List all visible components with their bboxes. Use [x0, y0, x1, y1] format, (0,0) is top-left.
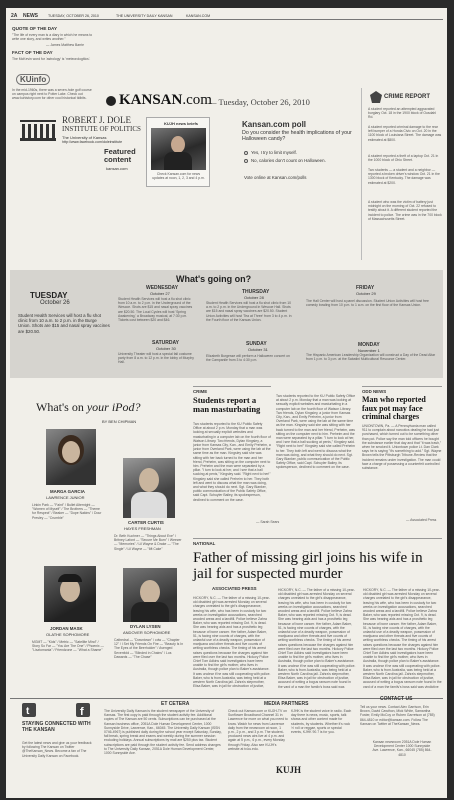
event-day-wednesday: WEDNESDAY: [146, 285, 179, 291]
event-text-tuesday: Student Health Services will host a flu shot clinic from 10 a.m. to 2 p.m. in the Burge Union. Shots are $15 and nasal spray vaccines are $20.50.: [18, 313, 110, 334]
shirt: [131, 602, 169, 622]
footer-rule: [10, 698, 443, 699]
crime-story-continued: Two students reported to the KU Public Safety Office at about 2 p.m. Monday that a man was looking at sexually explicit websites and masturbating in a computer lab on the fourth floor of Watson Library. Two friends, Dylan Kingsley, a junior from Kansas City, Kan., and Emily Preheim, a junior from Overland Park, were using the lab at the same time as the man. Kingsley said she was sitting with her back turned to the man and her friend, Preheim, was sitting on the computer next to him. Preheim and the man were separated by a pillar. "I turn to look at her, and I see that a ball sucking at penis," Kingsley said. "Right next to her!" Kingsley said she called Preheim to her. They both left and went to discuss what the man was doing, and what they should do next. Sgt. Gary Blanker, public communication of the Public Safety Office, said Capt. Schuyler Bailey, its spokesperson, declined to comment on the case.: [276, 394, 356, 470]
person-name: JORDAN MASK: [50, 626, 83, 631]
face: [62, 441, 80, 463]
crime-report-item: A student who was the victim of battery just midnight on the morning of Oct. 22 refused to testify about it. A different student reported the incident to police. The crime was in the 700 block of Massachusetts Street.: [368, 200, 442, 221]
media-title: MEDIA PARTNERS: [264, 701, 309, 707]
event-date-saturday: October 30: [156, 346, 176, 351]
media-text: Check out Kansan.com or KUJH-TV on Sunflower Broadband Channel 31 in Lawrence for more on what you need to know. Watch for news from Lawrence daily from the newsroom at noon, 1 p.m., 2 p.m., and 3 p.m. The student-produced news airs live at 4 p.m. and again at 5 p.m., 6 p.m., every Monday through Friday. Also see KUJH's website at tv.ku.edu.: [228, 709, 288, 751]
event-text-thursday: Student Health Services will host a flu shot clinic from 10 a.m. to 2 p.m. in the Underground in Wescoe Hall. Shots are $15 and nasal spray vaccines are $20.50. Student Union Activities will host 'Tea at Three' from 3 to 4 p.m. in the Fourth floor of the Kansas Union.: [206, 301, 292, 322]
face: [140, 580, 160, 604]
crime-story-rule: [193, 386, 271, 387]
fact-text: The McKevin word for 'astrology' is 'meteorologitics'.: [12, 57, 91, 61]
event-day-sunday: SUNDAY: [246, 341, 267, 347]
section-label: NEWS: [23, 13, 38, 19]
kjhk-text: KJHK is the student voice in radio. Each day there is news, music, sports, talk shows and other content made for students, by students. Whether it's rock 'n' roll or reggae, sports or special events, KJHK 90.7 is for you.: [291, 709, 352, 735]
kansan-brand-text: KANSAN: [119, 92, 183, 108]
person-name: CARTER CURTIS: [128, 520, 164, 525]
contact-title: CONTACT US: [380, 696, 413, 702]
portrait-marga-garcia: [46, 429, 96, 485]
crime-report-item: A student reported an attempted aggravated burglary Oct. 18 in the 1900 block of Ousdahl Rd.: [368, 107, 437, 120]
poll-title: Kansan.com poll: [242, 120, 307, 129]
poll-yes-radio[interactable]: [244, 151, 248, 155]
etc-title: ET CETERA: [161, 701, 190, 707]
event-date-thursday: October 28: [244, 295, 264, 300]
poll-yes-label: Yes, I try to limit myself.: [251, 150, 297, 155]
kuinfo-logo: KUinfo: [16, 74, 50, 85]
kansan-brand-suffix: .com: [182, 92, 212, 108]
ipod-byline: BY BEN CHIPMAN: [102, 419, 137, 424]
dole-institute-logo-icon: [18, 116, 58, 142]
badge-icon: [370, 91, 382, 103]
dole-name: ROBERT J. DOLE: [62, 115, 132, 125]
event-date-tuesday: October 26: [40, 300, 70, 306]
poll-no-label: No, calories don't count on Halloween.: [251, 158, 326, 163]
fact-title: FACT OF THE DAY: [12, 50, 53, 55]
odd-news-body: UNIONTOWN, Pa. — A Pennsylvania man called 911 to complain about narcotics dealing he had just purchased, which turned out to be something other than pot. Police say the man told officers he bought the substance earlier that day and that "it was trash," when he smoked it. Uniontown police Lt. Dan Clark says he is saying "it's something to add." Sgt. Wayne Brown tells the Pittsburgh Tribune-Review that the incident remains under investigation. The man could face a charge of possessing a counterfeit controlled substance.: [362, 424, 442, 471]
event-text-friday: The Hall Center will host a panel discussion. Student Union Activities will host free comedy bowling from 10 p.m. to 1 a.m. on the first floor of the Kansas Union.: [306, 299, 429, 308]
crime-report-title: CRIME REPORT: [384, 94, 431, 100]
national-headline: Father of missing girl joins his wife in jail for suspected murder: [193, 550, 423, 582]
site-name: KANSAN.COM: [186, 14, 211, 18]
social-text: Get the latest news and give us your feedback by following The Kansan on Twitter @TheKansan_News. Become a fan of The University Daily Kansan on Facebook.: [22, 741, 92, 758]
masthead-date: — Tuesday, October 26, 2010: [208, 97, 310, 107]
odd-news-label: ODD NEWS: [362, 389, 387, 394]
person-songs: MGMT — "Kids" / Metric — "Satellite Mind" / Story So Far — "You Are The One" / Phoenix — "Lisztomania" / Friendzone — "What a Shame": [32, 640, 104, 653]
poll-cta[interactable]: Vote online at Kansan.com/polls: [244, 175, 307, 180]
odd-news-rule: [362, 386, 442, 387]
person-role: LAWRENCE JUNIOR: [46, 495, 85, 500]
anchor-body: [164, 152, 192, 170]
crime-report-divider: [361, 88, 362, 260]
national-rule: [193, 538, 442, 539]
svg-text:t: t: [26, 706, 30, 717]
video-caption: Check Kansan.com for news updates at noon, 1, 2, 3 and 4 p.m.: [152, 172, 205, 181]
odd-news-byline: — Associated Press: [406, 518, 437, 522]
ipod-title: [36, 400, 141, 415]
national-body-col3: HICKORY, N.C. — The father of a missing 10-year-old disabled girl was arrested Monday on several charges unrelated to the girl's disappearance, leaving his wife, who has been in custody for two weeks on investigation accusations, searched wooded areas and a landfill. Police believe Zahra Baker, who was reported missing Oct. 9, is dead. She was hearing aids and has a prosthetic leg because of bone cancer. Her father, Adam Baker, 51, is facing nine counts of charges, with the unlawful use of a deadly weapon, possession of marijuana and other threats and five counts of writing worthless checks. The timing of his arrest raises questions because the charges against him were filed over the last two months. Hickory Police Chief Tom Adkins said investigators have been unable to find the girl's mother, who lives in Australia, though police plan to Baker's assistance. It was unclear if he was still cooperating with police. Baker, who is from Australia, was being held at a western North Carolina jail. Zahra's stepmother, Elisa Baker, was in jail for obstruction of justice, accused of writing a bogus ransom note found in the yard of a man the family's boss said was vindictive: [363, 588, 442, 688]
newspaper-page: [6, 8, 447, 798]
kujh-logo: KUJH: [276, 765, 302, 775]
events-title: What's going on?: [176, 274, 252, 284]
person-role: OLATHE SOPHOMORE: [46, 632, 90, 637]
event-text-monday: The Hispanic American Leadership Organization will construct a Day of the Dead Altar from 1 p.m. to 3 p.m. at the Sabatini Multicultural Resource Center.: [306, 353, 436, 362]
crime-story-headline: Students report a man masturbating: [193, 395, 261, 414]
portrait-dylan-lysen: [123, 568, 177, 622]
ipod-title-main: What's on: [36, 400, 84, 414]
crime-story-label: CRIME: [193, 389, 208, 394]
header-rule: [10, 19, 443, 20]
crime-story-body: Two students reported to the KU Public Safety Office at about 2 p.m. Monday that a man was looking at sexually explicit websites and masturbating in a computer lab on the fourth floor of Watson Library. Two friends, Dylan Kingsley, a junior from Kansas City, Kan., and Emily Preheim, a junior from Overland Park, were using the lab at the same time as the man. Kingsley said she was sitting with her back turned to the man and her friend, Preheim, was sitting on the computer next to him. Preheim and the man were separated by a pillar. "I turn to look at her, and I see that a ball sucking at penis," Kingsley said. "Right next to her!" Kingsley said she called Preheim to her. They both left and went to discuss what the man was doing, and what they should do next. Sgt. Gary Blanker, public communication of the Public Safety Office, said Capt. Schuyler Bailey, its spokesperson, declined to comment on the case.: [193, 422, 271, 502]
person-role: HAYES FRESHMAN: [124, 526, 161, 531]
shirt: [131, 492, 167, 518]
crime-story-byline: — Sarah Sears: [256, 520, 280, 524]
facebook-icon[interactable]: [76, 703, 90, 717]
quote-attrib: — James Matthew Barrie: [46, 43, 85, 47]
kujh-label: KUJH news briefs: [164, 121, 199, 126]
event-day-saturday: SATURDAY: [152, 340, 179, 346]
page-number: 2A: [11, 13, 18, 19]
crime-report-item: Two students — a student and a neighbor — reported a broken driver's window Oct. 21 in the 1300 block of Kentucky. The damage was estimated at $200.: [368, 168, 440, 185]
contact-text: Tell us your news. Contact Alex Garrison, Erin Brown, David Cawthon, Mick White, Samantha Foster, Emily McCoy or Ruben Garretson at (785) 864-4810 or editor@kansan.com. Follow The Kansan on Twitter at TheKansan_News.: [360, 705, 435, 726]
event-text-sunday: Elizabeth Burgesse will perform a Halloween concert on the Campanile from 3 to 4:30 p.m.: [206, 354, 290, 363]
event-day-monday: MONDAY: [358, 342, 380, 348]
paper-name: THE UNIVERSITY DAILY KANSAN: [116, 14, 173, 18]
face: [139, 468, 159, 492]
event-date-sunday: October 31: [248, 347, 268, 352]
social-title: STAYING CONNECTED WITH THE KANSAN: [22, 721, 91, 733]
dole-institute: INSTITUTE OF POLITICS: [62, 125, 141, 133]
quote-title: QUOTE OF THE DAY: [12, 26, 58, 31]
kujh-video-thumbnail[interactable]: [151, 128, 206, 170]
event-day-friday: FRIDAY: [356, 285, 375, 291]
national-byline: ASSOCIATED PRESS: [212, 586, 257, 591]
person-name: MARGA GARCIA: [50, 489, 85, 494]
kuinfo-text: In the mid-1960s, there was a seven-hole golf course on campus right next to Potter Lake. Check out www.kuhistory.com for other cool historical tidbits.: [12, 88, 92, 101]
person-songs: Cathedral — "Downtown" / cdw — "Chapter 12" / I Set My Friends On Fire — "Beauty Is In The Eyes of the Beerholder" / Avenged Sevenfold — "Blinded in Chains" / Los Dawards — "The Chase": [114, 638, 184, 659]
event-day-thursday: THURSDAY: [242, 289, 270, 295]
event-date-friday: October 29: [356, 291, 376, 296]
poll-question: Do you consider the health implications of your Halloween candy?: [242, 130, 352, 143]
crime-report-item: A student reported a theft of a laptop Oct. 21 in the 1000 block of Ohio Street.: [368, 154, 439, 163]
svg-text:f: f: [80, 706, 84, 717]
dole-url[interactable]: http://www.facebook.com/doleinstitute: [62, 140, 123, 144]
person-role: ANDOVER SOPHOMORE: [123, 630, 171, 635]
anchor-face: [171, 136, 185, 153]
address-text: Kansan newsroom 2051A Dole Human Development Center 1000 Sunnyside Ave. Lawrence, Kan., 66045 (785) 864-4810: [372, 740, 432, 757]
event-date-wednesday: October 27: [150, 291, 170, 296]
featured-site[interactable]: kansan.com: [106, 166, 128, 171]
person-songs: Linkin Park — "Faint" / Bullet Alternight — "Women of Myself" / The Brothers — "Theme for Respect" / Beaker — "Dope Nakins" / Dour Presley — "Crumble": [32, 503, 102, 520]
quote-text: "The life of every man is a diary in which he means to write one story, and writes another.": [12, 33, 93, 42]
national-body-col2: HICKORY, N.C. — The father of a missing 10-year-old disabled girl was arrested Monday on several charges unrelated to the girl's disappearance, leaving his wife, who has been in custody for two weeks on investigation accusations, searched wooded areas and a landfill. Police believe Zahra Baker, who was reported missing Oct. 9, is dead. She was hearing aids and has a prosthetic leg because of bone cancer. Her father, Adam Baker, 51, is facing nine counts of charges, with the unlawful use of a deadly weapon, possession of marijuana and other threats and five counts of writing worthless checks. The timing of his arrest raises questions because the charges against him were filed over the last two months. Hickory Police Chief Tom Adkins said investigators have been unable to find the girl's mother, who lives in Australia, though police plan to Baker's assistance. It was unclear if he was still cooperating with police. Baker, who is from Australia, was being held at a western North Carolina jail. Zahra's stepmother, Elisa Baker, was in jail for obstruction of justice, accused of writing a bogus ransom note found in the yard of a man the family's boss said was: [278, 588, 356, 688]
portrait-carter-curtis: [123, 458, 175, 518]
featured-label: Featured content: [104, 147, 136, 164]
person-name: DYLAN LYSEN: [130, 624, 161, 629]
portrait-jordan-mask: [44, 566, 96, 622]
poll-no-radio[interactable]: [244, 159, 248, 163]
kansan-brand: [119, 92, 212, 109]
national-label: NATIONAL: [193, 541, 216, 546]
dateline: TUESDAY, OCTOBER 26, 2010: [48, 14, 99, 18]
etc-text: The University Daily Kansan is the student newspaper of the University of Kansas. The first copy is paid through the student activity fee. Additional copies of The Kansan are 50 cents. Subscriptions can be purchased at the Kansan business office, 2051A Dole Human Development Center, 1000 Sunnyside Drive, Lawrence, Kan., 66045. The University Daily Kansan (ISSN 0746-4967) is published daily during the school year except Saturday, Sunday, fall break, spring break and exams and weekly during the summer session excluding holidays. Annual subscriptions by mail are $250 plus tax. Student subscriptions are paid through the student activity fee. Send address changes to The University Daily Kansan, 2051A Dole Human Development Center, 1000 Sunnyside Ave.: [104, 709, 222, 756]
event-date-monday: November 1: [358, 348, 380, 353]
crime-report-item: A student reported criminal damage to the rear left bumper of a Honda Civic on Oct. 20 in the 1100 block of Louisiana Street. The damage was estimated at $800.: [368, 125, 442, 142]
twitter-icon[interactable]: [22, 703, 36, 717]
event-day-tuesday: TUESDAY: [30, 291, 68, 300]
hair: [58, 574, 82, 582]
person-songs: Dr. Beth Kuchner — "Things About Eve" / Britney Lafont — "Secure Me Burn" / Weezer — "Memories" / Lil Wayne & Drake — "The Single" / Lil Wayne — "6ft Cake": [114, 534, 182, 551]
dole-sub: The University of Kansas: [62, 135, 107, 140]
odd-news-headline: Man who reported faux pot may face criminal charges: [362, 395, 426, 422]
jayhawk-icon: [106, 96, 116, 106]
event-text-saturday: University Theater will host a special fall costume party from 8 a.m. to 12 p.m. in the lobby of Murphy Hall.: [118, 352, 194, 365]
ipod-title-em: your iPod?: [86, 400, 141, 414]
event-text-wednesday: Student Health Services will host a flu shot clinic from 10 a.m. to 2 p.m. in the Underground of the Wescoe. Shots are $15 and nasal spray vaccines are $20.50. The Loud Cycles will host 'Spring Awakening,' a Broadway musical, at 7:30 p.m. Tickets cost between $20 and $46.: [118, 297, 193, 323]
national-body-col1: HICKORY, N.C. — The father of a missing 10-year-old disabled girl was arrested Monday on several charges unrelated to the girl's disappearance, leaving his wife, who has been in custody for two weeks on investigation accusations, searched wooded areas and a landfill. Police believe Zahra Baker, who was reported missing Oct. 9, is dead. She was hearing aids and has a prosthetic leg because of bone cancer. Her father, Adam Baker, 51, is facing nine counts of charges, with the unlawful use of a deadly weapon, possession of marijuana and other threats and five counts of writing worthless checks. The timing of his arrest raises questions because the charges against him were filed over the last two months. Hickory Police Chief Tom Adkins said investigators have been unable to find the girl's mother, who lives in Australia, though police plan to Baker's assistance. It was unclear if he was still cooperating with police. Baker, who is from Australia, was being held at a western North Carolina jail. Zahra's stepmother, Elisa Baker, was in jail for obstruction of justice,: [193, 596, 271, 688]
